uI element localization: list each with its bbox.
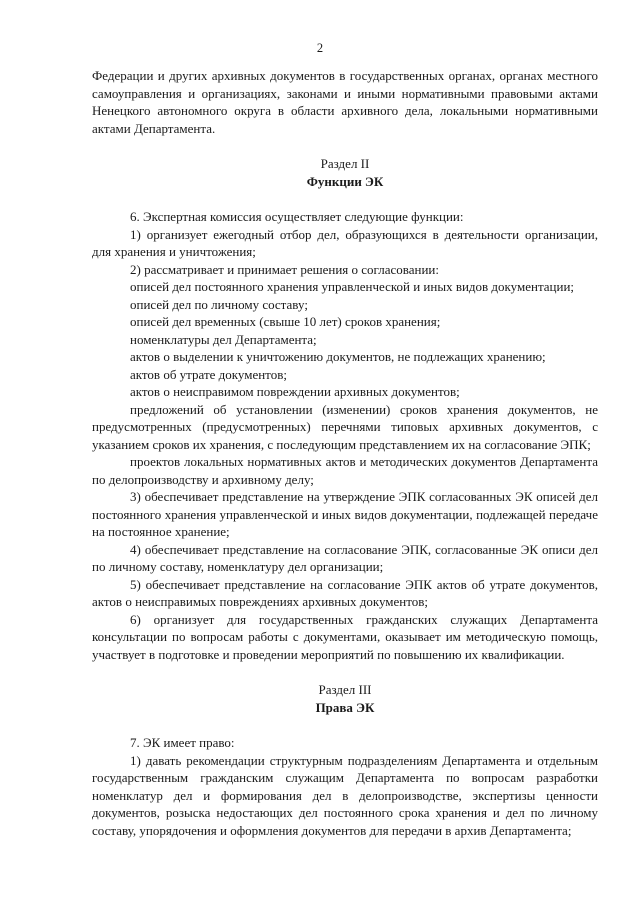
paragraph: номенклатуры дел Департамента; [130, 331, 317, 347]
paragraph: 6. Экспертная комиссия осуществляет следующие функции: [130, 209, 464, 224]
section-3-heading [92, 681, 598, 716]
paragraph: 3) обеспечивает представление на утверждение ЭПК согласованных ЭК описей дел постоянного хранения управленческой и иных видов документации, подлежащей передаче на постоянное хранение; [92, 489, 598, 539]
section-label: Раздел II [320, 156, 370, 171]
paragraph: 7. ЭК имеет право: [130, 735, 235, 750]
paragraph: проектов локальных нормативных актов и методических документов Департамента по делопроизводству и архивному делу; [92, 454, 598, 487]
section-label: Раздел III [318, 682, 372, 697]
paragraph: описей дел временных (свыше 10 лет) сроков хранения; [130, 314, 441, 329]
paragraph: 2) рассматривает и принимает решения о согласовании: [130, 261, 439, 277]
section-2-heading [92, 155, 598, 190]
paragraph: 1) организует ежегодный отбор дел, образующихся в деятельности организации, для хранения и уничтожения; [92, 226, 598, 259]
paragraph: 6) организует для государственных гражданских служащих Департамента консультации по вопросам работы с документами, оказывает им методическую помощь, участвует в подготовке и проведении мероприятий по повышению их квалификации. [92, 611, 598, 662]
paragraph: 1) давать рекомендации структурным подразделениям Департамента и отдельным государственным гражданским служащим Департамента по вопросам разработки номенклатур дел и формирования дел в делопроизводстве, экспертизы ценности документов, розыска недостающих дел постоянного срока хранения и дел по личному составу, упорядочения и оформления документов для передачи в архив Департамента; [92, 752, 598, 838]
paragraph: актов о неисправимом повреждении архивных документов; [130, 384, 460, 399]
paragraph: предложений об установлении (изменении) сроков хранения документов, не предусмотренных (предусмотренных) перечнями типовых архивных документов, с указанием сроков их хранения, с последующим представлением их на согласование ЭПК; [92, 401, 598, 452]
paragraph: 4) обеспечивает представление на согласование ЭПК, согласованные ЭК описи дел по личному составу, номенклатуру дел организации; [92, 541, 598, 574]
paragraph: актов об утрате документов; [130, 366, 287, 382]
section-title: Права ЭК [315, 699, 375, 715]
paragraph: 5) обеспечивает представление на согласование ЭПК актов об утрате документов, актов о неисправимых повреждениях архивных документов; [92, 576, 598, 609]
paragraph: описей дел постоянного хранения управленческой и иных видов документации; [130, 279, 575, 294]
intro-paragraph: Федерации и других архивных документов в государственных органах, органах местного самоуправления и организациях, законами и иными нормативными правовыми актами Ненецкого автономного округа в области архивного дела, локальными нормативными актами Департамента. [92, 68, 598, 136]
section-title: Функции ЭК [306, 173, 384, 189]
paragraph: актов о выделении к уничтожению документов, не подлежащих хранению; [130, 349, 546, 364]
document-body [92, 67, 598, 839]
paragraph: описей дел по личному составу; [130, 296, 308, 312]
page-number: 2 [316, 41, 324, 55]
